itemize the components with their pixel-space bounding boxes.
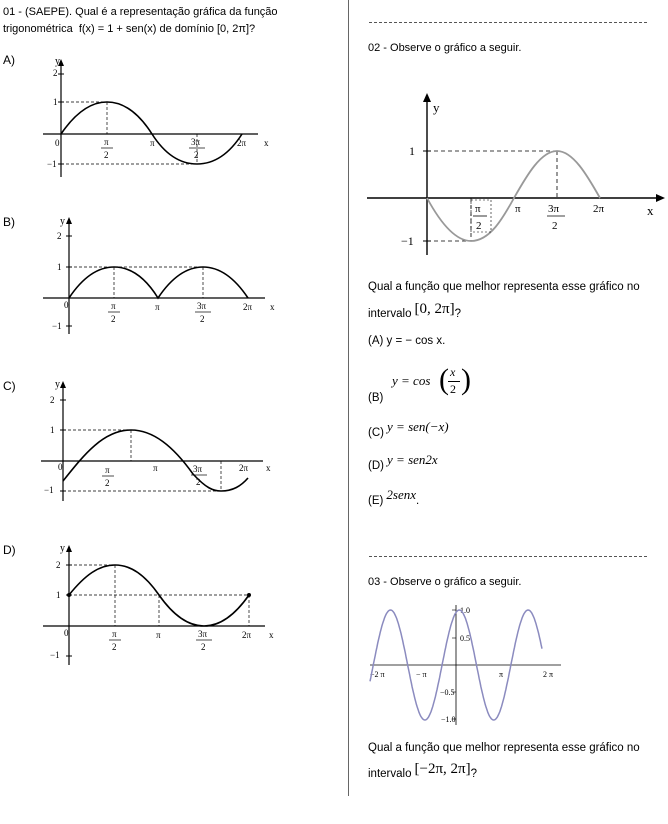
q3-interval: [−2π, 2π]	[414, 761, 471, 777]
svg-text:0: 0	[58, 462, 63, 472]
q1-option-b[interactable]	[3, 212, 293, 342]
svg-text:π: π	[515, 203, 521, 215]
svg-text:2π: 2π	[239, 463, 249, 473]
svg-text:x: x	[266, 463, 271, 473]
q1-formula: f(x) = 1 + sen(x) de domínio [0, 2π]?	[78, 23, 256, 35]
q3-question-line1: Qual a função que melhor representa esse gráfico no	[368, 742, 640, 754]
q1-graph-a	[3, 52, 293, 182]
q2-x-label: x	[647, 203, 654, 218]
divider-middle	[369, 556, 647, 557]
svg-text:π: π	[150, 138, 155, 148]
q2-header: 02 - Observe o gráfico a seguir.	[368, 42, 522, 54]
svg-text:2: 2	[111, 314, 116, 324]
svg-text:3π: 3π	[548, 203, 560, 215]
svg-text:1: 1	[53, 97, 58, 107]
svg-text:2: 2	[196, 477, 201, 487]
svg-text:π: π	[111, 301, 116, 311]
svg-text:3π: 3π	[193, 464, 203, 474]
q1-graph-d	[3, 540, 293, 670]
q2-question-line2: intervalo [0, 2π]?	[368, 301, 462, 320]
svg-text:2: 2	[552, 220, 558, 232]
q1-option-c[interactable]	[3, 376, 293, 511]
svg-text:π: π	[475, 203, 481, 215]
q1-line2	[3, 22, 255, 36]
svg-text:x: x	[269, 630, 274, 640]
svg-text:2π: 2π	[242, 630, 252, 640]
svg-text:3π: 3π	[197, 301, 207, 311]
svg-text:2: 2	[53, 68, 58, 78]
svg-text:−1: −1	[50, 650, 60, 660]
q3-question-line2: intervalo [−2π, 2π]?	[368, 761, 478, 780]
svg-text:2: 2	[194, 150, 199, 160]
svg-text:−1: −1	[47, 159, 57, 169]
svg-text:3π: 3π	[198, 629, 208, 639]
svg-text:1.0: 1.0	[460, 606, 470, 615]
svg-text:0: 0	[64, 628, 69, 638]
q2-answer-a[interactable]: (A) y = − cos x.	[368, 335, 446, 347]
q2-answer-b[interactable]: (B) y = cos ( x 2 )	[368, 363, 471, 404]
svg-text:π: π	[112, 629, 117, 639]
svg-text:2π: 2π	[237, 138, 247, 148]
svg-text:−1.0: −1.0	[441, 715, 456, 724]
svg-text:2π: 2π	[593, 203, 605, 215]
svg-text:y: y	[60, 543, 65, 554]
svg-text:2π: 2π	[243, 302, 253, 312]
q1-graph-c	[3, 376, 293, 506]
svg-text:1: 1	[56, 590, 61, 600]
svg-text:0.5: 0.5	[460, 634, 470, 643]
q3-graph	[368, 600, 568, 735]
svg-text:x: x	[264, 138, 269, 148]
svg-text:y: y	[55, 56, 60, 67]
svg-text:x: x	[270, 302, 275, 312]
option-letter: A)	[3, 53, 15, 67]
q2-y-label: y	[433, 100, 440, 115]
svg-text:2: 2	[50, 395, 55, 405]
svg-text:π: π	[499, 670, 504, 679]
q2-question-line1: Qual a função que melhor representa esse gráfico no	[368, 281, 640, 293]
svg-text:−0.5: −0.5	[440, 688, 455, 697]
svg-text:1: 1	[57, 262, 62, 272]
q2-answer-c[interactable]: (C) y = sen(−x)	[368, 419, 449, 439]
svg-text:y: y	[55, 379, 60, 390]
svg-text:−1: −1	[44, 485, 54, 495]
q1-line2-prefix: trigonométrica	[3, 23, 73, 35]
q2-graph	[365, 90, 665, 265]
q1-graph-b	[3, 212, 293, 337]
svg-text:2: 2	[57, 231, 62, 241]
svg-text:2: 2	[56, 560, 61, 570]
svg-text:π: π	[153, 463, 158, 473]
svg-text:− π: − π	[416, 670, 427, 679]
option-letter: B)	[3, 215, 15, 229]
svg-text:−1: −1	[401, 234, 414, 248]
q2-answer-d[interactable]: (D) y = sen2x	[368, 452, 438, 472]
option-letter: C)	[3, 379, 16, 393]
q2-interval: [0, 2π]	[414, 301, 455, 317]
svg-text:π: π	[104, 137, 109, 147]
svg-text:0: 0	[55, 138, 60, 148]
divider-top	[369, 22, 647, 23]
svg-text:2: 2	[200, 314, 205, 324]
svg-text:2: 2	[201, 642, 206, 652]
svg-text:2: 2	[105, 478, 110, 488]
svg-text:3π: 3π	[191, 137, 201, 147]
svg-text:1: 1	[50, 425, 55, 435]
q2-answer-e[interactable]: (E) 2senx.	[368, 487, 420, 507]
q1-option-d[interactable]	[3, 540, 293, 675]
q1-option-a[interactable]	[3, 52, 293, 187]
q1-header: 01 - (SAEPE). Qual é a representação gráfica da função	[3, 6, 278, 18]
svg-text:π: π	[105, 465, 110, 475]
svg-text:2 π: 2 π	[543, 670, 554, 679]
svg-text:1: 1	[409, 144, 415, 158]
svg-text:π: π	[156, 630, 161, 640]
svg-text:2: 2	[112, 642, 117, 652]
option-letter: D)	[3, 543, 16, 557]
svg-text:2: 2	[104, 150, 109, 160]
column-divider	[348, 0, 349, 796]
svg-text:0: 0	[64, 300, 69, 310]
q3-header: 03 - Observe o gráfico a seguir.	[368, 576, 522, 588]
svg-text:y: y	[60, 216, 65, 227]
svg-text:π: π	[155, 302, 160, 312]
svg-text:−2 π: −2 π	[370, 670, 385, 679]
svg-text:2: 2	[476, 220, 482, 232]
svg-text:−1: −1	[52, 321, 62, 331]
